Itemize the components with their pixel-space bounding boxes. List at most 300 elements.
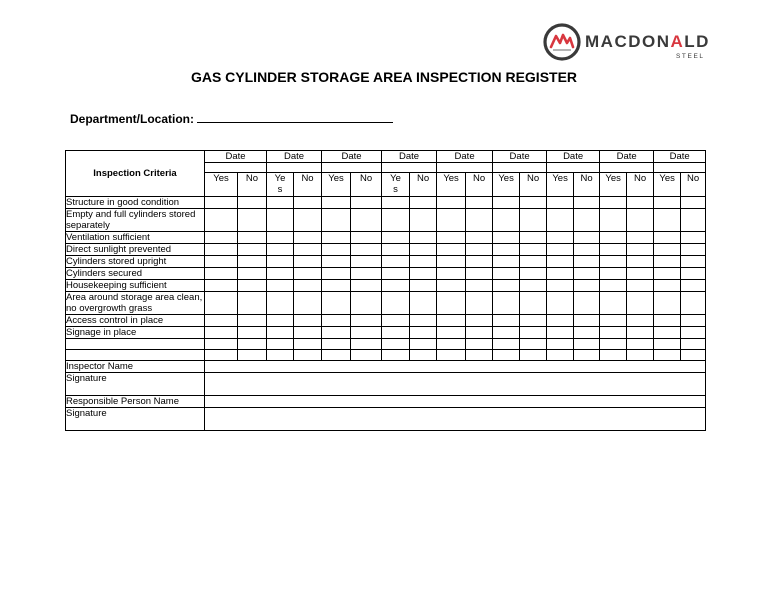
criteria-check-cell[interactable]	[681, 327, 706, 339]
blank-check-cell[interactable]	[654, 350, 681, 361]
criteria-check-cell[interactable]	[410, 268, 437, 280]
criteria-check-cell[interactable]	[547, 280, 574, 292]
criteria-check-cell[interactable]	[627, 209, 654, 232]
inspector-signature-label: Signature	[66, 373, 205, 396]
criteria-check-cell[interactable]	[600, 197, 627, 209]
criteria-row	[66, 244, 706, 256]
blank-check-cell[interactable]	[547, 339, 574, 350]
criteria-check-cell[interactable]	[267, 209, 294, 232]
criteria-check-cell[interactable]	[574, 209, 600, 232]
blank-check-cell[interactable]	[437, 339, 466, 350]
criteria-check-cell[interactable]	[520, 327, 547, 339]
criteria-check-cell[interactable]	[466, 197, 493, 209]
criteria-label: Access control in place	[66, 315, 205, 327]
criteria-label: Cylinders secured	[66, 268, 205, 280]
criteria-check-cell[interactable]	[654, 315, 681, 327]
criteria-check-cell[interactable]	[267, 280, 294, 292]
criteria-check-cell[interactable]	[627, 292, 654, 315]
yes-header-7: Yes	[547, 173, 574, 197]
blank-check-cell[interactable]	[410, 350, 437, 361]
criteria-check-cell[interactable]	[294, 280, 322, 292]
no-header-2: No	[294, 173, 322, 197]
criteria-check-cell[interactable]	[410, 292, 437, 315]
criteria-check-cell[interactable]	[466, 209, 493, 232]
criteria-check-cell[interactable]	[681, 292, 706, 315]
criteria-check-cell[interactable]	[681, 280, 706, 292]
criteria-check-cell[interactable]	[322, 256, 351, 268]
criteria-check-cell[interactable]	[351, 232, 382, 244]
criteria-check-cell[interactable]	[547, 292, 574, 315]
yes-header-5: Yes	[437, 173, 466, 197]
no-header-4: No	[410, 173, 437, 197]
criteria-check-cell[interactable]	[493, 280, 520, 292]
yes-header-text: Yes	[274, 173, 286, 195]
criteria-check-cell[interactable]	[351, 327, 382, 339]
criteria-row	[66, 315, 706, 327]
criteria-check-cell[interactable]	[351, 315, 382, 327]
blank-check-cell[interactable]	[681, 339, 706, 350]
yes-header-1: Yes	[205, 173, 238, 197]
blank-check-cell[interactable]	[382, 350, 410, 361]
blank-check-cell[interactable]	[351, 350, 382, 361]
criteria-check-cell[interactable]	[574, 280, 600, 292]
yes-header-text: Yes	[390, 173, 401, 195]
criteria-check-cell[interactable]	[520, 232, 547, 244]
criteria-check-cell[interactable]	[437, 315, 466, 327]
criteria-check-cell[interactable]	[654, 292, 681, 315]
inspector-name-label: Inspector Name	[66, 361, 205, 373]
criteria-row	[66, 327, 706, 339]
blank-row	[66, 339, 706, 350]
blank-row	[66, 350, 706, 361]
criteria-check-cell[interactable]	[520, 209, 547, 232]
date-entry-cell-6[interactable]	[493, 163, 547, 173]
criteria-check-cell[interactable]	[351, 256, 382, 268]
criteria-check-cell[interactable]	[437, 327, 466, 339]
criteria-check-cell[interactable]	[520, 256, 547, 268]
blank-check-cell[interactable]	[493, 350, 520, 361]
criteria-check-cell[interactable]	[322, 268, 351, 280]
date-header-1: Date	[205, 151, 267, 163]
blank-check-cell[interactable]	[267, 339, 294, 350]
criteria-check-cell[interactable]	[681, 244, 706, 256]
criteria-check-cell[interactable]	[322, 280, 351, 292]
criteria-check-cell[interactable]	[547, 197, 574, 209]
criteria-check-cell[interactable]	[205, 315, 238, 327]
blank-check-cell[interactable]	[574, 339, 600, 350]
criteria-check-cell[interactable]	[520, 292, 547, 315]
criteria-check-cell[interactable]	[627, 197, 654, 209]
criteria-check-cell[interactable]	[267, 292, 294, 315]
criteria-check-cell[interactable]	[681, 197, 706, 209]
criteria-check-cell[interactable]	[627, 327, 654, 339]
date-entry-cell-8[interactable]	[600, 163, 654, 173]
date-header-8: Date	[600, 151, 654, 163]
criteria-check-cell[interactable]	[681, 256, 706, 268]
criteria-check-cell[interactable]	[351, 197, 382, 209]
criteria-check-cell[interactable]	[382, 256, 410, 268]
criteria-check-cell[interactable]	[493, 197, 520, 209]
criteria-check-cell[interactable]	[466, 280, 493, 292]
criteria-check-cell[interactable]	[574, 315, 600, 327]
criteria-check-cell[interactable]	[410, 327, 437, 339]
criteria-label: Cylinders stored upright	[66, 256, 205, 268]
criteria-check-cell[interactable]	[520, 315, 547, 327]
date-entry-cell-2[interactable]	[267, 163, 322, 173]
blank-check-cell[interactable]	[574, 350, 600, 361]
criteria-check-cell[interactable]	[574, 244, 600, 256]
criteria-check-cell[interactable]	[493, 244, 520, 256]
responsible-name-field[interactable]	[205, 396, 706, 408]
criteria-check-cell[interactable]	[547, 244, 574, 256]
company-logo	[542, 22, 712, 64]
no-header-5: No	[466, 173, 493, 197]
criteria-check-cell[interactable]	[493, 256, 520, 268]
criteria-check-cell[interactable]	[205, 268, 238, 280]
criteria-check-cell[interactable]	[294, 268, 322, 280]
criteria-check-cell[interactable]	[654, 268, 681, 280]
criteria-check-cell[interactable]	[600, 327, 627, 339]
yes-header-6: Yes	[493, 173, 520, 197]
criteria-check-cell[interactable]	[205, 232, 238, 244]
department-label: Department/Location:	[70, 112, 195, 126]
criteria-check-cell[interactable]	[627, 280, 654, 292]
blank-check-cell[interactable]	[600, 339, 627, 350]
blank-check-cell[interactable]	[238, 339, 267, 350]
criteria-check-cell[interactable]	[294, 315, 322, 327]
criteria-check-cell[interactable]	[351, 292, 382, 315]
header-row-dates	[66, 151, 706, 163]
criteria-check-cell[interactable]	[322, 315, 351, 327]
criteria-check-cell[interactable]	[238, 244, 267, 256]
criteria-check-cell[interactable]	[466, 256, 493, 268]
criteria-check-cell[interactable]	[238, 292, 267, 315]
criteria-check-cell[interactable]	[410, 244, 437, 256]
criteria-check-cell[interactable]	[238, 197, 267, 209]
blank-check-cell[interactable]	[466, 339, 493, 350]
blank-check-cell[interactable]	[382, 339, 410, 350]
criteria-label: Area around storage area clean, no overgrowth grass	[66, 292, 205, 315]
criteria-check-cell[interactable]	[654, 280, 681, 292]
criteria-check-cell[interactable]	[574, 268, 600, 280]
criteria-check-cell[interactable]	[267, 315, 294, 327]
criteria-check-cell[interactable]	[382, 197, 410, 209]
criteria-check-cell[interactable]	[205, 244, 238, 256]
criteria-check-cell[interactable]	[267, 232, 294, 244]
criteria-check-cell[interactable]	[547, 315, 574, 327]
criteria-row	[66, 232, 706, 244]
criteria-check-cell[interactable]	[205, 256, 238, 268]
criteria-check-cell[interactable]	[205, 280, 238, 292]
criteria-check-cell[interactable]	[574, 327, 600, 339]
criteria-check-cell[interactable]	[410, 256, 437, 268]
criteria-row	[66, 292, 706, 315]
criteria-row	[66, 280, 706, 292]
criteria-check-cell[interactable]	[547, 268, 574, 280]
criteria-check-cell[interactable]	[627, 232, 654, 244]
yes-header-9: Yes	[654, 173, 681, 197]
criteria-label: Signage in place	[66, 327, 205, 339]
criteria-check-cell[interactable]	[351, 268, 382, 280]
blank-check-cell[interactable]	[410, 339, 437, 350]
criteria-check-cell[interactable]	[322, 209, 351, 232]
blank-check-cell[interactable]	[493, 339, 520, 350]
criteria-check-cell[interactable]	[437, 280, 466, 292]
criteria-check-cell[interactable]	[410, 232, 437, 244]
criteria-row	[66, 197, 706, 209]
blank-criteria-label[interactable]	[66, 350, 205, 361]
criteria-check-cell[interactable]	[294, 327, 322, 339]
criteria-check-cell[interactable]	[493, 292, 520, 315]
responsible-name-label: Responsible Person Name	[66, 396, 205, 408]
criteria-check-cell[interactable]	[600, 268, 627, 280]
criteria-check-cell[interactable]	[493, 315, 520, 327]
criteria-check-cell[interactable]	[681, 209, 706, 232]
date-entry-cell-9[interactable]	[654, 163, 706, 173]
criteria-check-cell[interactable]	[410, 280, 437, 292]
blank-check-cell[interactable]	[294, 339, 322, 350]
blank-check-cell[interactable]	[520, 350, 547, 361]
criteria-check-cell[interactable]	[466, 292, 493, 315]
blank-check-cell[interactable]	[627, 339, 654, 350]
criteria-check-cell[interactable]	[322, 327, 351, 339]
no-header-1: No	[238, 173, 267, 197]
criteria-check-cell[interactable]	[322, 292, 351, 315]
blank-criteria-label[interactable]	[66, 339, 205, 350]
criteria-check-cell[interactable]	[238, 327, 267, 339]
criteria-check-cell[interactable]	[654, 327, 681, 339]
criteria-check-cell[interactable]	[382, 280, 410, 292]
criteria-check-cell[interactable]	[410, 315, 437, 327]
criteria-check-cell[interactable]	[520, 268, 547, 280]
logo-brand-text: MACDONALD	[585, 32, 710, 51]
date-entry-cell-4[interactable]	[382, 163, 437, 173]
yes-header-8: Yes	[600, 173, 627, 197]
blank-check-cell[interactable]	[238, 350, 267, 361]
date-header-7: Date	[547, 151, 600, 163]
no-header-6: No	[520, 173, 547, 197]
criteria-check-cell[interactable]	[238, 256, 267, 268]
criteria-check-cell[interactable]	[267, 244, 294, 256]
criteria-check-cell[interactable]	[466, 327, 493, 339]
criteria-label: Structure in good condition	[66, 197, 205, 209]
criteria-label: Direct sunlight prevented	[66, 244, 205, 256]
blank-check-cell[interactable]	[520, 339, 547, 350]
criteria-label: Empty and full cylinders stored separately	[66, 209, 205, 232]
criteria-check-cell[interactable]	[600, 244, 627, 256]
yes-header-2	[267, 173, 294, 197]
criteria-check-cell[interactable]	[681, 315, 706, 327]
responsible-signature-field[interactable]	[205, 408, 706, 431]
date-header-5: Date	[437, 151, 493, 163]
inspector-signature-row	[66, 373, 706, 396]
criteria-check-cell[interactable]	[600, 292, 627, 315]
criteria-check-cell[interactable]	[547, 327, 574, 339]
criteria-check-cell[interactable]	[267, 268, 294, 280]
yes-header-4	[382, 173, 410, 197]
criteria-check-cell[interactable]	[627, 256, 654, 268]
criteria-check-cell[interactable]	[294, 232, 322, 244]
criteria-check-cell[interactable]	[466, 268, 493, 280]
criteria-check-cell[interactable]	[382, 292, 410, 315]
date-header-9: Date	[654, 151, 706, 163]
blank-check-cell[interactable]	[267, 350, 294, 361]
date-entry-cell-3[interactable]	[322, 163, 382, 173]
criteria-check-cell[interactable]	[654, 209, 681, 232]
criteria-check-cell[interactable]	[600, 209, 627, 232]
blank-check-cell[interactable]	[205, 339, 238, 350]
criteria-check-cell[interactable]	[437, 209, 466, 232]
criteria-check-cell[interactable]	[267, 197, 294, 209]
criteria-check-cell[interactable]	[547, 232, 574, 244]
criteria-check-cell[interactable]	[322, 232, 351, 244]
no-header-7: No	[574, 173, 600, 197]
date-header-4: Date	[382, 151, 437, 163]
criteria-check-cell[interactable]	[351, 280, 382, 292]
blank-check-cell[interactable]	[547, 350, 574, 361]
criteria-check-cell[interactable]	[267, 327, 294, 339]
blank-check-cell[interactable]	[294, 350, 322, 361]
criteria-check-cell[interactable]	[654, 256, 681, 268]
criteria-check-cell[interactable]	[437, 292, 466, 315]
criteria-check-cell[interactable]	[351, 209, 382, 232]
criteria-check-cell[interactable]	[267, 256, 294, 268]
criteria-check-cell[interactable]	[493, 209, 520, 232]
yes-header-3: Yes	[322, 173, 351, 197]
criteria-check-cell[interactable]	[681, 268, 706, 280]
criteria-check-cell[interactable]	[382, 244, 410, 256]
criteria-check-cell[interactable]	[437, 256, 466, 268]
date-header-3: Date	[322, 151, 382, 163]
inspector-signature-field[interactable]	[205, 373, 706, 396]
no-header-9: No	[681, 173, 706, 197]
criteria-check-cell[interactable]	[238, 209, 267, 232]
criteria-check-cell[interactable]	[654, 232, 681, 244]
criteria-check-cell[interactable]	[294, 292, 322, 315]
responsible-name-row	[66, 396, 706, 408]
blank-check-cell[interactable]	[322, 350, 351, 361]
date-header-2: Date	[267, 151, 322, 163]
criteria-check-cell[interactable]	[382, 327, 410, 339]
no-header-8: No	[627, 173, 654, 197]
criteria-check-cell[interactable]	[437, 244, 466, 256]
criteria-check-cell[interactable]	[466, 232, 493, 244]
blank-check-cell[interactable]	[627, 350, 654, 361]
blank-check-cell[interactable]	[322, 339, 351, 350]
inspector-name-field[interactable]	[205, 361, 706, 373]
criteria-check-cell[interactable]	[410, 197, 437, 209]
criteria-check-cell[interactable]	[351, 244, 382, 256]
criteria-check-cell[interactable]	[382, 232, 410, 244]
blank-check-cell[interactable]	[600, 350, 627, 361]
criteria-check-cell[interactable]	[294, 209, 322, 232]
responsible-signature-label: Signature	[66, 408, 205, 431]
criteria-check-cell[interactable]	[205, 327, 238, 339]
criteria-check-cell[interactable]	[205, 292, 238, 315]
criteria-check-cell[interactable]	[574, 232, 600, 244]
criteria-check-cell[interactable]	[493, 268, 520, 280]
criteria-check-cell[interactable]	[520, 197, 547, 209]
logo-sub-text: STEEL	[676, 53, 705, 60]
criteria-check-cell[interactable]	[294, 244, 322, 256]
criteria-check-cell[interactable]	[600, 315, 627, 327]
blank-check-cell[interactable]	[654, 339, 681, 350]
criteria-check-cell[interactable]	[627, 268, 654, 280]
criteria-check-cell[interactable]	[437, 268, 466, 280]
date-entry-cell-7[interactable]	[547, 163, 600, 173]
criteria-label: Ventilation sufficient	[66, 232, 205, 244]
criteria-check-cell[interactable]	[238, 232, 267, 244]
blank-check-cell[interactable]	[681, 350, 706, 361]
criteria-check-cell[interactable]	[520, 244, 547, 256]
criteria-check-cell[interactable]	[382, 315, 410, 327]
criteria-check-cell[interactable]	[205, 197, 238, 209]
criteria-check-cell[interactable]	[294, 256, 322, 268]
date-header-6: Date	[493, 151, 547, 163]
criteria-check-cell[interactable]	[294, 197, 322, 209]
criteria-check-cell[interactable]	[322, 197, 351, 209]
criteria-check-cell[interactable]	[493, 327, 520, 339]
criteria-check-cell[interactable]	[437, 232, 466, 244]
inspector-name-row	[66, 361, 706, 373]
criteria-check-cell[interactable]	[205, 209, 238, 232]
date-entry-cell-5[interactable]	[437, 163, 493, 173]
criteria-check-cell[interactable]	[574, 292, 600, 315]
criteria-check-cell[interactable]	[547, 256, 574, 268]
criteria-check-cell[interactable]	[627, 244, 654, 256]
criteria-check-cell[interactable]	[600, 232, 627, 244]
criteria-check-cell[interactable]	[574, 256, 600, 268]
department-location-field	[70, 111, 393, 126]
blank-check-cell[interactable]	[205, 350, 238, 361]
criteria-check-cell[interactable]	[574, 197, 600, 209]
criteria-check-cell[interactable]	[437, 197, 466, 209]
responsible-signature-row	[66, 408, 706, 431]
criteria-check-cell[interactable]	[466, 315, 493, 327]
no-header-3: No	[351, 173, 382, 197]
criteria-row	[66, 209, 706, 232]
blank-check-cell[interactable]	[351, 339, 382, 350]
criteria-check-cell[interactable]	[238, 280, 267, 292]
criteria-check-cell[interactable]	[654, 244, 681, 256]
blank-check-cell[interactable]	[437, 350, 466, 361]
inspection-table	[65, 150, 706, 431]
department-blank-line[interactable]	[197, 111, 393, 123]
criteria-check-cell[interactable]	[322, 244, 351, 256]
criteria-check-cell[interactable]	[238, 268, 267, 280]
criteria-check-cell[interactable]	[627, 315, 654, 327]
date-entry-cell-1[interactable]	[205, 163, 267, 173]
criteria-check-cell[interactable]	[466, 244, 493, 256]
criteria-check-cell[interactable]	[600, 280, 627, 292]
criteria-check-cell[interactable]	[600, 256, 627, 268]
criteria-check-cell[interactable]	[681, 232, 706, 244]
criteria-check-cell[interactable]	[654, 197, 681, 209]
criteria-check-cell[interactable]	[382, 268, 410, 280]
criteria-row	[66, 268, 706, 280]
criteria-label: Housekeeping sufficient	[66, 280, 205, 292]
criteria-check-cell[interactable]	[238, 315, 267, 327]
page-title: GAS CYLINDER STORAGE AREA INSPECTION REGISTER	[190, 69, 578, 85]
criteria-check-cell[interactable]	[547, 209, 574, 232]
criteria-check-cell[interactable]	[493, 232, 520, 244]
criteria-check-cell[interactable]	[382, 209, 410, 232]
criteria-row	[66, 256, 706, 268]
criteria-check-cell[interactable]	[410, 209, 437, 232]
inspection-criteria-header: Inspection Criteria	[66, 151, 205, 197]
criteria-check-cell[interactable]	[520, 280, 547, 292]
blank-check-cell[interactable]	[466, 350, 493, 361]
